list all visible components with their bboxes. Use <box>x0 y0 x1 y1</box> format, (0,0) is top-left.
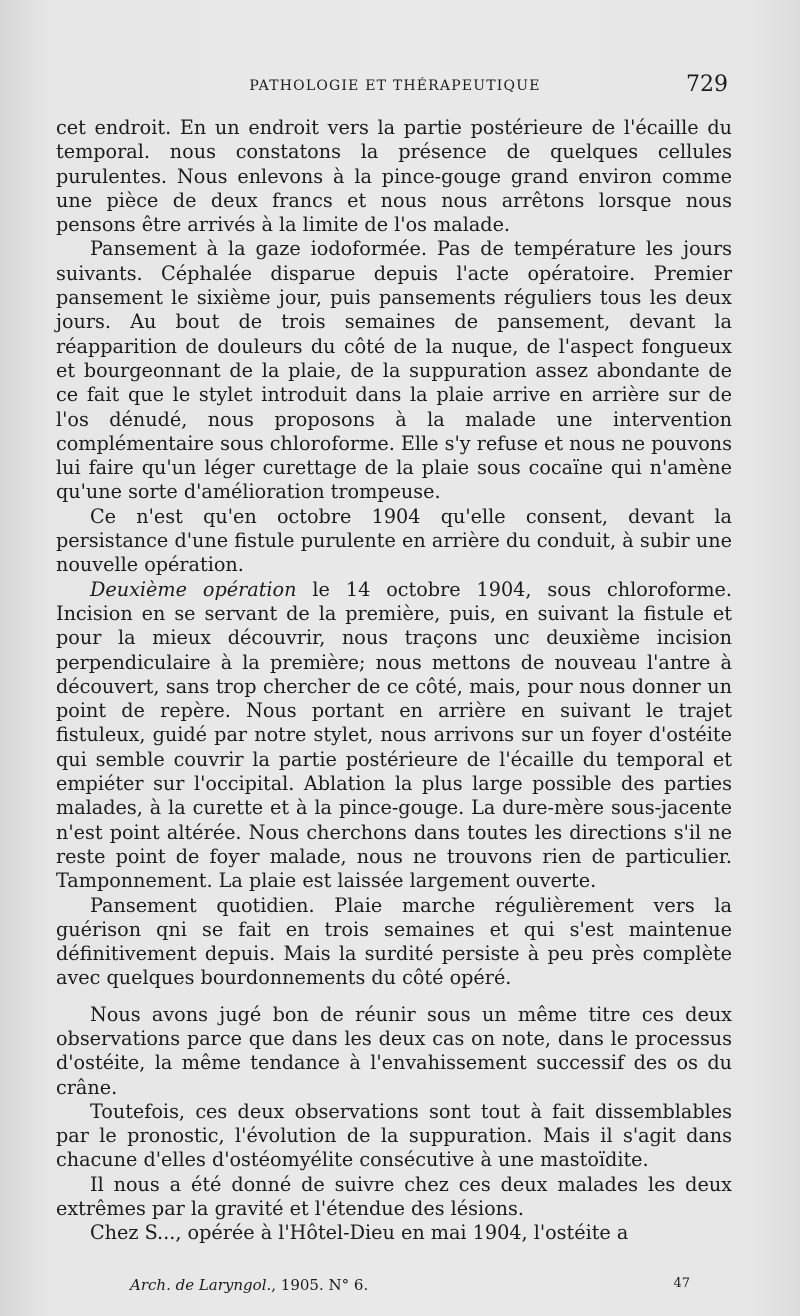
paragraph-deuxieme-operation-text: le 14 octobre 1904, sous chloroforme. Incision en se servant de la première, puis, en suivant la fistule et pour la mieux découvrir, nous traçons unc deuxième incision perpendiculaire à la première; nous mettons de nouveau l'antre à découvert, sans trop chercher de ce côté, mais, pour nous donner un point de repère. Nous portant en arrière en suivant le trajet fistuleux, guidé par notre stylet, nous arrivons sur un foyer d'ostéite qui semble couvrir la partie postérieure de l'écaille du temporal et empiéter sur l'occipital. Ablation la plus large possible des parties malades, à la curette et à la pince-gouge. La dure-mère sous-jacente n'est point altérée. Nous cherchons dans toutes les directions s'il ne reste point de foyer malade, nous ne trouvons rien de particulier. Tamponnement. La plaie est laissée largement ouverte. <box>56 577 732 893</box>
paragraph-octobre: Ce n'est qu'en octobre 1904 qu'elle consent, devant la persistance d'une fistule purulente en arrière du conduit, à subir une nouvelle opération. <box>56 504 732 577</box>
body-text <box>56 116 732 1246</box>
running-head <box>60 72 730 104</box>
paragraph-pansement: Pansement à la gaze iodoformée. Pas de température les jours suivants. Céphalée disparue depuis l'acte opératoire. Premier pansement le sixième jour, puis pansements réguliers tous les deux jours. Au bout de trois semaines de pansement, devant la réapparition de douleurs du côté de la nuque, de l'aspect fongueux et bourgeonnant de la plaie, de la suppuration assez abondante de ce fait que le stylet introduit dans la plaie arrive en arrière sur de l'os dénudé, nous proposons à la malade une intervention complémentaire sous chloroforme. Elle s'y refuse et nous ne pouvons lui faire qu'un léger curettage de la plaie sous cocaïne qui n'amène qu'une sorte d'amélioration trompeuse. <box>56 237 732 504</box>
page-number: 729 <box>686 72 728 97</box>
paragraph-chez: Chez S..., opérée à l'Hôtel-Dieu en mai 1904, l'ostéite a <box>90 1221 629 1245</box>
paragraph-reunir: Nous avons jugé bon de réunir sous un même titre ces deux observations parce que dans les deux cas on note, dans le processus d'ostéite, la même tendance à l'envahissement successif des os du crâne. <box>56 1002 732 1099</box>
paragraph-extremes: Il nous a été donné de suivre chez ces deux malades les deux extrêmes par la gravité et l'étendue des lésions. <box>56 1172 732 1221</box>
italic-lead: Deuxième opération <box>90 577 297 601</box>
paragraph-continuation: cet endroit. En un endroit vers la partie postérieure de l'écaille du temporal. nous constatons la présence de quelques cellules purulentes. Nous enlevons à la pince-gouge grand environ comme une pièce de deux francs et nous nous arrêtons lorsque nous pensons être arrivés à la limite de l'os malade. <box>56 116 732 237</box>
journal-title: Arch. de Laryngol. <box>130 1276 272 1294</box>
page-footer <box>130 1276 690 1298</box>
paragraph-deuxieme-operation <box>56 578 732 894</box>
running-title: PATHOLOGIE ET THÉRAPEUTIQUE <box>249 78 541 94</box>
paragraph-pansement-quotidien: Pansement quotidien. Plaie marche régulièrement vers la guérison qni se fait en trois semaines et qui s'est maintenue définitivement depuis. Mais la surdité persiste à peu près complète avec quelques bourdonnements du côté opéré. <box>56 893 732 990</box>
sheet-number: 47 <box>673 1276 690 1291</box>
paragraph-toutefois: Toutefois, ces deux observations sont tout à fait dissemblables par le pronostic, l'évolution de la suppuration. Mais il s'agit dans chacune d'elles d'ostéomyélite consécutive à une mastoïdite. <box>56 1099 732 1172</box>
journal-issue: , 1905. N° 6. <box>271 1276 369 1294</box>
